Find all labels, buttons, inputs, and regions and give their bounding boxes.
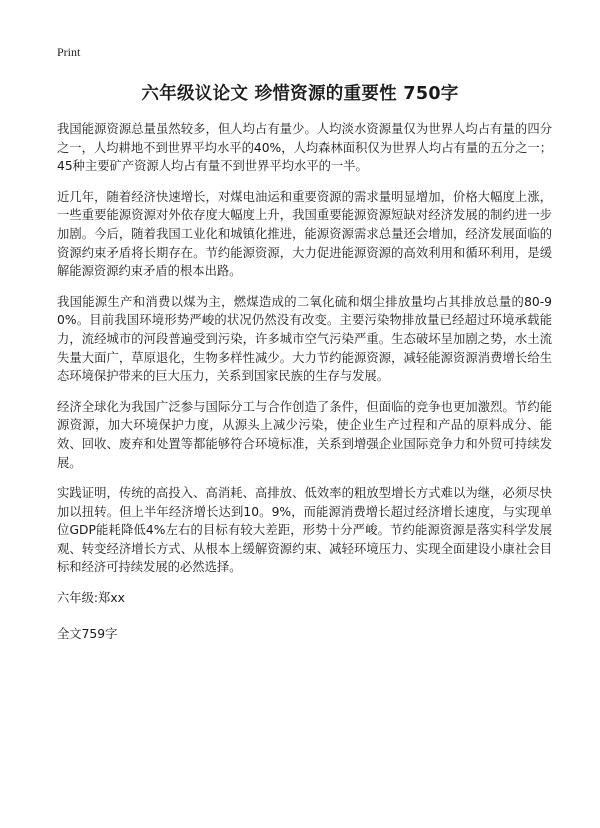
paragraph-5: 实践证明，传统的高投入、高消耗、高排放、低效率的粗放型增长方式难以为继，必须尽快加以扭转。但上半年经济增长达到10。9%，而能源消费增长超过经济增长速度，与实现单位GDP能耗降低4%左右的目标有较大差距，形势十分严峻。节约能源资源是落实科学发展观、转变经济增长方式、从根本上缓解资源约束、减轻环境压力、实现全面建设小康社会目标和经济可持续发展的必然选择。	[57, 486, 552, 575]
paragraph-3: 我国能源生产和消费以煤为主，燃煤造成的二氧化硫和烟尘排放量均占其排放总量的80-90%。目前我国环境形势严峻的状况仍然没有改变。主要污染物排放量已经超过环境承载能力，流经城市的河段普遍受到污染，许多城市空气污染严重。生态破坏呈加剧之势，水土流失量大面广，草原退化，生物多样性减少。大力节约能源资源，减轻能源资源消费增长给生态环境保护带来的巨大压力，关系到国家民族的生存与发展。	[57, 294, 552, 384]
word-count: 全文759字	[57, 626, 118, 641]
paragraph-4: 经济全球化为我国广泛参与国际分工与合作创造了条件，但面临的竞争也更加激烈。节约能源资源，加大环境保护力度，从源头上减少污染，使企业生产过程和产品的原料成分、能效、回收、废弃和处置等都能够符合环境标准，关系到增强企业国际竞争力和外贸可持续发展。	[57, 399, 552, 470]
author-line: 六年级:郑xx	[57, 591, 125, 606]
paragraph-1: 我国能源资源总量虽然较多，但人均占有量少。人均淡水资源量仅为世界人均占有量的四分之一，人均耕地不到世界平均水平的40%，人均森林面积仅为世界人均占有量的五分之一；45种主要矿产资源人均占有量不到世界平均水平的一半。	[57, 122, 552, 174]
article-title: 六年级议论文 珍惜资源的重要性 750字	[141, 84, 459, 104]
print-link[interactable]: Print	[57, 45, 81, 59]
article-body	[57, 120, 552, 660]
paragraph-2: 近几年，随着经济快速增长，对煤电油运和重要资源的需求量明显增加，价格大幅度上涨，一些重要能源资源对外依存度大幅度上升，我国重要能源资源短缺对经济发展的制约进一步加剧。今后，随着我国工业化和城镇化推进，能源资源需求总量还会增加，经济发展面临的资源约束矛盾将长期存在。节约能源资源，大力促进能源资源的高效利用和循环利用，是缓解能源资源约束矛盾的根本出路。	[57, 189, 552, 279]
